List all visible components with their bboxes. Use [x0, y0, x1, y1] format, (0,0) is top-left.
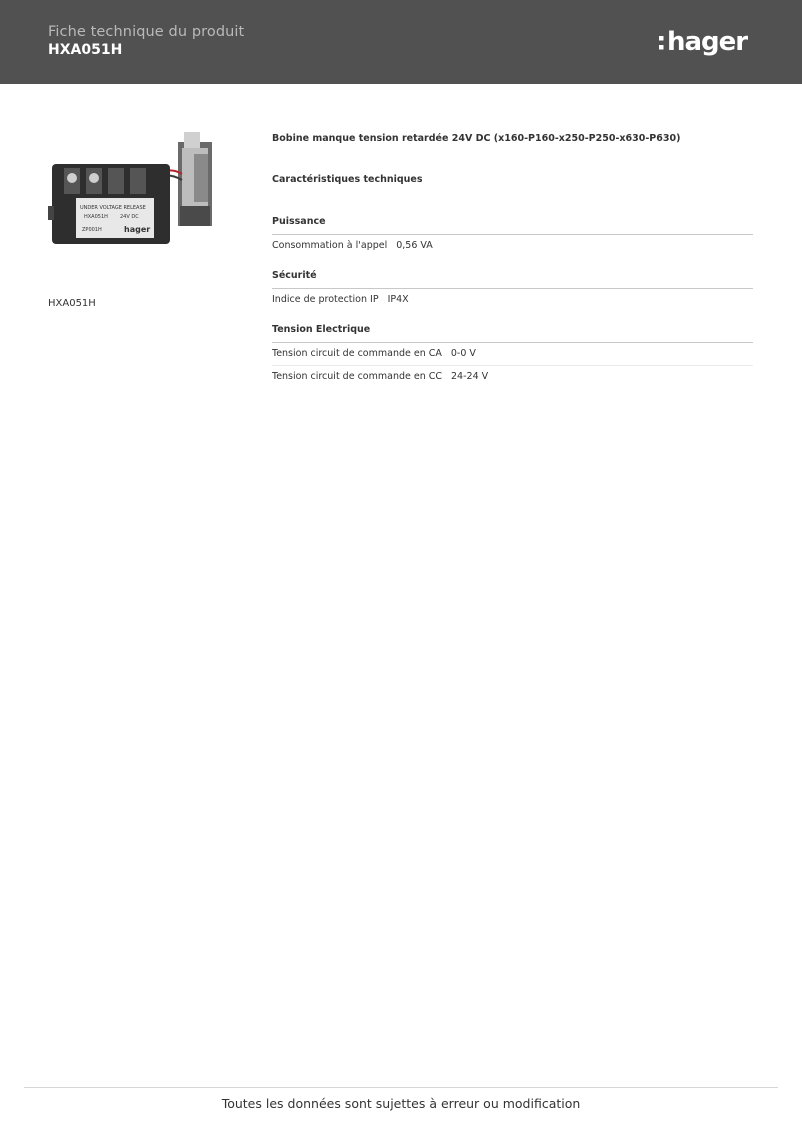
- specs-heading: Caractéristiques techniques: [272, 174, 423, 185]
- spec-value: 24-24 V: [451, 371, 489, 382]
- spec-value: 0-0 V: [450, 348, 476, 359]
- spec-value: IP4X: [387, 294, 409, 305]
- svg-text:hager: hager: [124, 225, 151, 234]
- footer-divider: [24, 1087, 778, 1088]
- spec-label: Tension circuit de commande en CA: [272, 348, 442, 359]
- section-title: Tension Electrique: [272, 323, 753, 343]
- svg-text:HXA051H: HXA051H: [84, 214, 108, 220]
- svg-text:24V DC: 24V DC: [120, 214, 139, 220]
- header-product-reference: HXA051H: [48, 42, 123, 58]
- spec-label: Tension circuit de commande en CC: [272, 371, 443, 382]
- spec-row: [272, 343, 753, 366]
- spec-row: [272, 235, 753, 257]
- footer-disclaimer: Toutes les données sont sujettes à erreur ou modification: [221, 1096, 581, 1111]
- page-header: [0, 0, 802, 84]
- section-puissance: [272, 215, 753, 257]
- svg-text:UNDER VOLTAGE RELEASE: UNDER VOLTAGE RELEASE: [80, 205, 146, 211]
- spec-label: Indice de protection IP: [272, 294, 379, 305]
- spec-row: [272, 366, 753, 388]
- spec-row: [272, 289, 753, 311]
- section-title: Puissance: [272, 215, 753, 235]
- header-subtitle: Fiche technique du produit: [48, 24, 245, 40]
- logo-text: hager: [667, 27, 748, 57]
- section-tension-electrique: [272, 323, 753, 388]
- spec-value: 0,56 VA: [396, 240, 433, 251]
- hager-logo: [656, 22, 756, 62]
- product-reference: HXA051H: [48, 298, 96, 309]
- section-title: Sécurité: [272, 269, 753, 289]
- section-securite: [272, 269, 753, 311]
- spec-label: Consommation à l'appel: [272, 240, 388, 251]
- product-details: [272, 132, 753, 400]
- product-image: [44, 128, 216, 246]
- product-title: Bobine manque tension retardée 24V DC (x160-P160-x250-P250-x630-P630): [272, 133, 681, 144]
- svg-text:ZP001H: ZP001H: [82, 227, 102, 233]
